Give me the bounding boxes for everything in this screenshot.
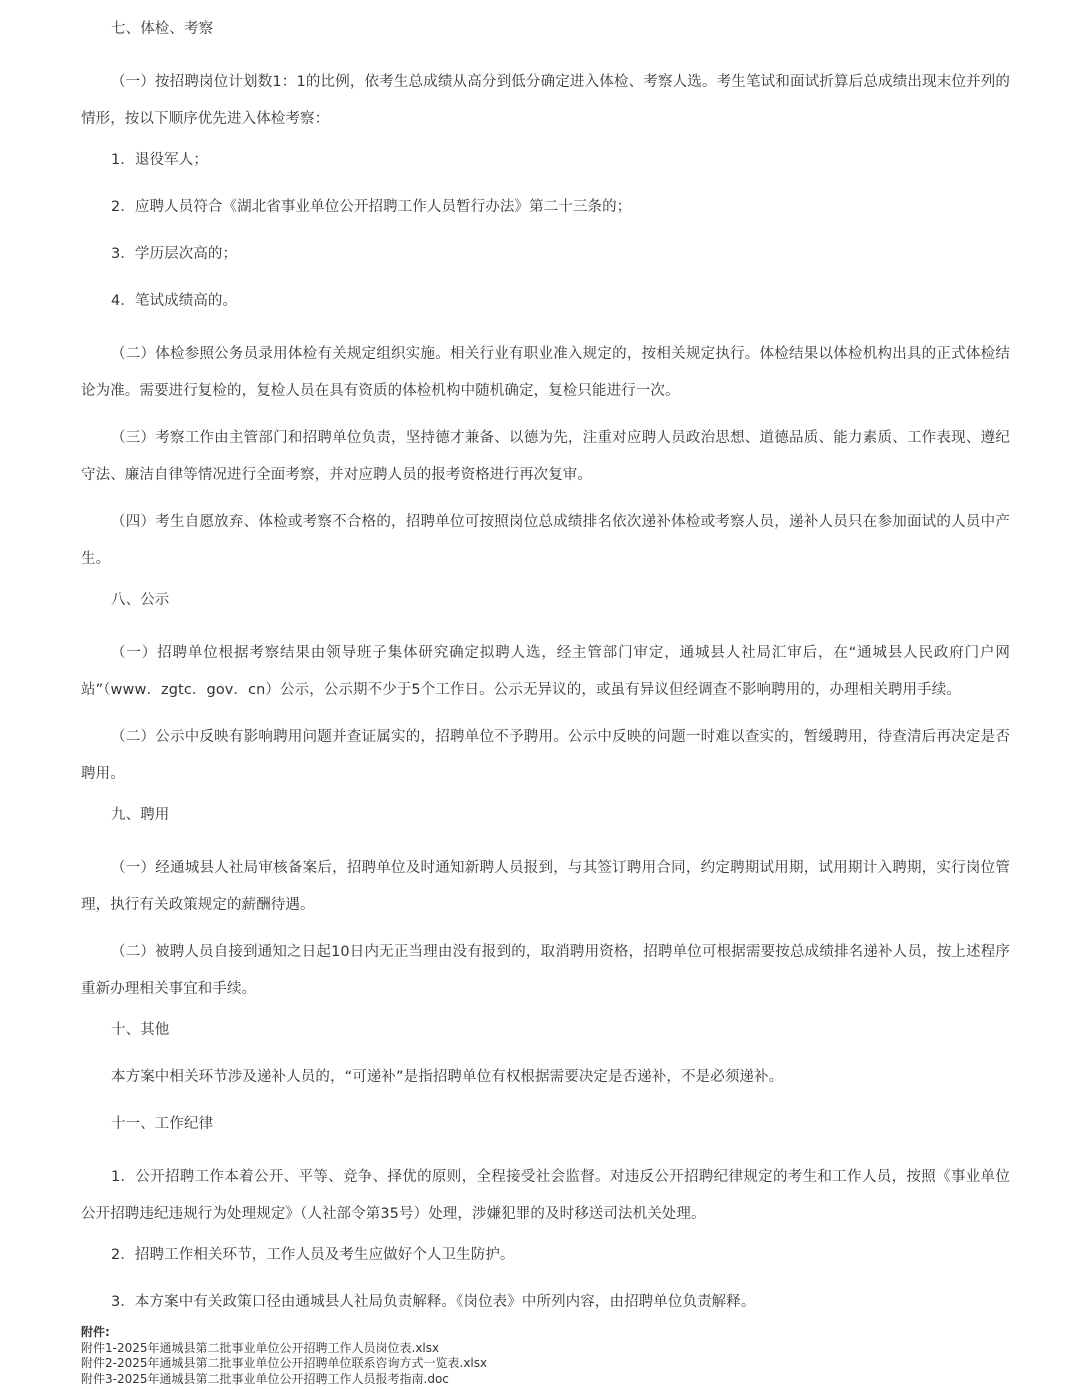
paragraph: 十、其他	[111, 1022, 170, 1038]
paragraph: 2．应聘人员符合《湖北省事业单位公开招聘工作人员暂行办法》第二十三条的；	[111, 199, 632, 215]
paragraph: 1．公开招聘工作本着公开、平等、竞争、择优的原则，全程接受社会监督。对违反公开招聘纪律规定的考生和工作人员，按照《事业单位公开招聘违纪违规行为处理规定》（人社部令第35号）处理，涉嫌犯罪的及时移送司法机关处理。	[81, 1169, 1010, 1222]
paragraph: （二）公示中反映有影响聘用问题并查证属实的，招聘单位不予聘用。公示中反映的问题一时难以查实的，暂缓聘用，待查清后再决定是否聘用。	[81, 729, 1010, 782]
attachment-link-1[interactable]: 附件1-2025年通城县第二批事业单位公开招聘工作人员岗位表.xlsx	[81, 1340, 440, 1355]
paragraph: 1．退役军人；	[111, 152, 208, 168]
paragraph: 七、体检、考察	[111, 21, 214, 37]
attachments-section	[81, 1325, 487, 1387]
paragraph: 4．笔试成绩高的。	[111, 293, 238, 309]
paragraph: （二）被聘人员自接到通知之日起10日内无正当理由没有报到的，取消聘用资格，招聘单位可根据需要按总成绩排名递补人员，按上述程序重新办理相关事宜和手续。	[81, 944, 1010, 997]
document-body	[81, 17, 1010, 1337]
attachment-link-2[interactable]: 附件2-2025年通城县第二批事业单位公开招聘单位联系咨询方式一览表.xlsx	[81, 1356, 488, 1370]
paragraph: 3．学历层次高的；	[111, 246, 238, 262]
paragraph: 八、公示	[111, 592, 170, 608]
paragraph: 3．本方案中有关政策口径由通城县人社局负责解释。《岗位表》中所列内容，由招聘单位负责解释。	[111, 1294, 756, 1310]
paragraph: （一）经通城县人社局审核备案后，招聘单位及时通知新聘人员报到，与其签订聘用合同，约定聘期试用期，试用期计入聘期，实行岗位管理，执行有关政策规定的薪酬待遇。	[81, 860, 1010, 913]
attachment-link-3[interactable]: 附件3-2025年通城县第二批事业单位公开招聘工作人员报考指南.doc	[81, 1371, 449, 1386]
paragraph: 九、聘用	[111, 807, 170, 823]
paragraph: 十一、工作纪律	[111, 1116, 214, 1132]
paragraph: （一）按招聘岗位计划数1：1的比例，依考生总成绩从高分到低分确定进入体检、考察人选。考生笔试和面试折算后总成绩出现末位并列的情形，按以下顺序优先进入体检考察：	[81, 74, 1010, 127]
paragraph: （二）体检参照公务员录用体检有关规定组织实施。相关行业有职业准入规定的，按相关规定执行。体检结果以体检机构出具的正式体检结论为准。需要进行复检的，复检人员在具有资质的体检机构中随机确定，复检只能进行一次。	[81, 346, 1010, 399]
paragraph: 本方案中相关环节涉及递补人员的，“可递补”是指招聘单位有权根据需要决定是否递补，不是必须递补。	[111, 1069, 784, 1085]
paragraph: （一）招聘单位根据考察结果由领导班子集体研究确定拟聘人选，经主管部门审定，通城县人社局汇审后，在“通城县人民政府门户网站”（www．zgtc．gov．cn）公示，公示期不少于5个工作日。公示无异议的，或虽有异议但经调查不影响聘用的，办理相关聘用手续。	[81, 645, 1010, 698]
paragraph: 2．招聘工作相关环节，工作人员及考生应做好个人卫生防护。	[111, 1247, 515, 1263]
paragraph: （三）考察工作由主管部门和招聘单位负责，坚持德才兼备、以德为先，注重对应聘人员政治思想、道德品质、能力素质、工作表现、遵纪守法、廉洁自律等情况进行全面考察，并对应聘人员的报考资格进行再次复审。	[81, 430, 1010, 483]
attachments-label: 附件:	[81, 1325, 110, 1339]
paragraph: （四）考生自愿放弃、体检或考察不合格的，招聘单位可按照岗位总成绩排名依次递补体检或考察人员，递补人员只在参加面试的人员中产生。	[81, 514, 1010, 567]
